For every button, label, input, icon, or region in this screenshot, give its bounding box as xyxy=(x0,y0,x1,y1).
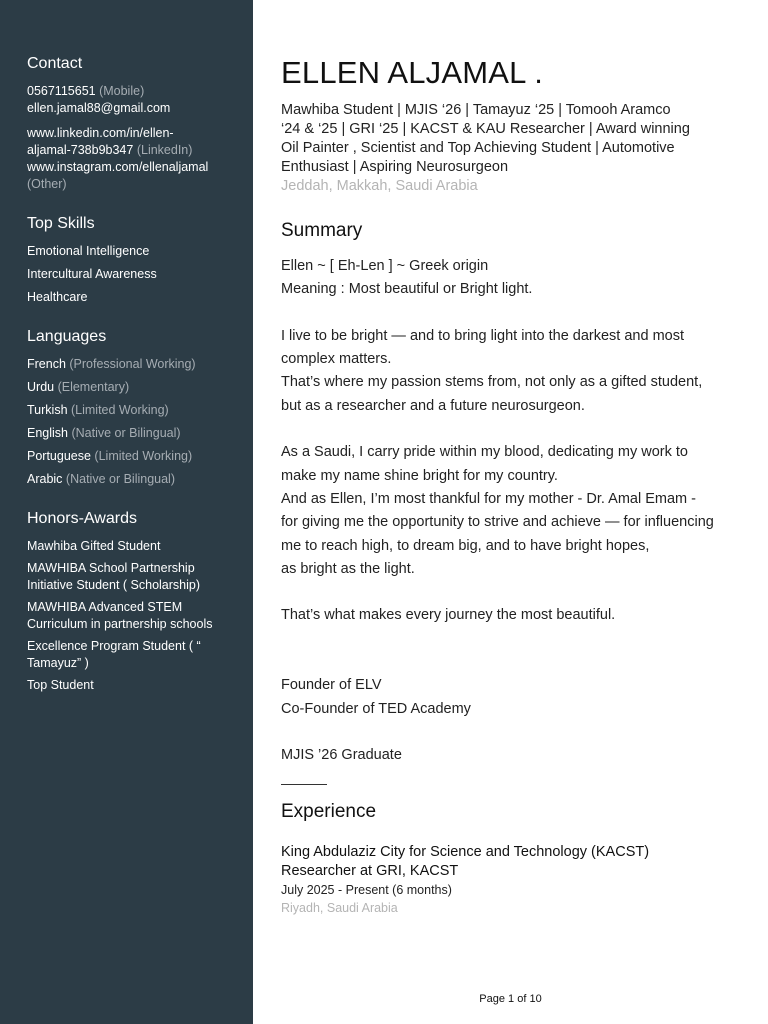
contact-section xyxy=(27,55,235,193)
summary-line: That’s where my passion stems from, not only as a gifted student, xyxy=(281,374,703,391)
honor-text: Top Student xyxy=(27,678,94,692)
language-level: (Limited Working) xyxy=(71,403,169,417)
sidebar xyxy=(0,0,253,1024)
honor-text: Excellence Program Student ( “ xyxy=(27,639,201,653)
headline-line: Enthusiast | Aspiring Neurosurgeon xyxy=(281,159,509,175)
experience-heading: Experience xyxy=(281,800,377,822)
summary-blank-line xyxy=(281,628,741,651)
language-level: (Professional Working) xyxy=(69,357,196,371)
summary-blank-line xyxy=(281,721,741,744)
experience-location: Riyadh, Saudi Arabia xyxy=(281,900,398,915)
language-item xyxy=(27,471,235,488)
profile-name: ELLEN ALJAMAL . xyxy=(281,55,544,90)
language-name: English xyxy=(27,426,68,440)
honor-text: Curriculum in partnership schools xyxy=(27,617,213,631)
summary-line: That’s what makes every journey the most beautiful. xyxy=(281,607,616,624)
profile-location: Jeddah, Makkah, Saudi Arabia xyxy=(281,178,478,194)
headline-line: ‘24 & ‘25 | GRI ‘25 | KACST & KAU Researcher | Award winning xyxy=(281,121,690,137)
language-level: (Native or Bilingual) xyxy=(71,426,181,440)
summary-line: make my name shine bright for my country. xyxy=(281,467,558,484)
instagram-label: (Other) xyxy=(27,177,67,191)
honor-text: MAWHIBA School Partnership xyxy=(27,561,195,575)
honor-item xyxy=(27,677,235,694)
summary-line: MJIS ’26 Graduate xyxy=(281,747,402,764)
phone-number[interactable]: 0567115651 xyxy=(27,84,96,98)
summary-line: As a Saudi, I carry pride within my blood, dedicating my work to xyxy=(281,444,688,461)
skill-item: Healthcare xyxy=(27,290,88,304)
phone-label: (Mobile) xyxy=(99,84,145,98)
skills-heading: Top Skills xyxy=(27,215,95,232)
languages-section xyxy=(27,328,235,488)
summary-line: Meaning : Most beautiful or Bright light. xyxy=(281,281,533,298)
language-name: Portuguese xyxy=(27,449,91,463)
language-level: (Native or Bilingual) xyxy=(65,472,175,486)
headline-line: Mawhiba Student | MJIS ‘26 | Tamayuz ‘25 | Tomooh Aramco xyxy=(281,102,671,118)
language-level: (Limited Working) xyxy=(94,449,193,463)
honors-heading: Honors-Awards xyxy=(27,510,137,527)
instagram-url[interactable]: www.instagram.com/ellenaljamal xyxy=(27,160,209,174)
honor-text: Initiative Student ( Scholarship) xyxy=(27,578,201,592)
language-item xyxy=(27,379,235,396)
contact-phone xyxy=(27,83,235,100)
honor-item xyxy=(27,638,235,672)
summary-line: complex matters. xyxy=(281,351,392,368)
language-level: (Elementary) xyxy=(57,380,130,394)
linkedin-link[interactable] xyxy=(27,125,235,159)
skill-item: Emotional Intelligence xyxy=(27,244,150,258)
language-item xyxy=(27,425,235,442)
honor-item xyxy=(27,599,235,633)
languages-heading: Languages xyxy=(27,328,107,345)
language-name: Arabic xyxy=(27,472,63,486)
honor-text: Mawhiba Gifted Student xyxy=(27,539,161,553)
summary-text xyxy=(281,255,741,768)
top-skills-section xyxy=(27,215,235,306)
summary-line: I live to be bright — and to bring light into the darkest and most xyxy=(281,327,685,344)
language-item xyxy=(27,356,235,373)
page-number: Page 1 of 10 xyxy=(479,993,542,1005)
language-item xyxy=(27,448,235,465)
summary-line: Founder of ELV xyxy=(281,677,382,694)
summary-line: And as Ellen, I’m most thankful for my mother - Dr. Amal Emam - xyxy=(281,490,696,507)
linkedin-url-part1[interactable]: www.linkedin.com/in/ellen- xyxy=(27,126,174,140)
honor-text: MAWHIBA Advanced STEM xyxy=(27,600,183,614)
summary-blank-line xyxy=(281,418,741,441)
summary-blank-line xyxy=(281,581,741,604)
experience-entry xyxy=(281,842,741,917)
section-divider xyxy=(281,784,327,785)
summary-line: me to reach high, to dream big, and to have bright hopes, xyxy=(281,537,650,554)
language-name: French xyxy=(27,357,66,371)
summary-heading: Summary xyxy=(281,220,363,241)
skill-item: Intercultural Awareness xyxy=(27,267,157,281)
headline-line: Oil Painter , Scientist and Top Achieving Student | Automotive xyxy=(281,140,675,156)
contact-heading: Contact xyxy=(27,55,83,72)
summary-line: Co-Founder of TED Academy xyxy=(281,700,471,717)
instagram-link[interactable] xyxy=(27,159,235,193)
language-name: Turkish xyxy=(27,403,68,417)
experience-company: King Abdulaziz City for Science and Technology (KACST) xyxy=(281,843,650,860)
linkedin-label: (LinkedIn) xyxy=(136,143,193,157)
linkedin-url-part2[interactable]: aljamal-738b9b347 xyxy=(27,143,134,157)
honor-text: Tamayuz” ) xyxy=(27,656,89,670)
summary-line: for giving me the opportunity to strive and achieve — for influencing xyxy=(281,514,714,531)
experience-dates: July 2025 - Present (6 months) xyxy=(281,882,452,897)
summary-line: Ellen ~ [ Eh-Len ] ~ Greek origin xyxy=(281,258,489,274)
summary-line: as bright as the light. xyxy=(281,560,415,577)
experience-role: Researcher at GRI, KACST xyxy=(281,862,459,879)
main-content xyxy=(281,55,741,917)
profile-headline xyxy=(281,101,741,177)
summary-blank-line xyxy=(281,651,741,674)
summary-line: but as a researcher and a future neurosurgeon. xyxy=(281,397,585,414)
language-name: Urdu xyxy=(27,380,55,394)
honor-item xyxy=(27,538,235,555)
language-item xyxy=(27,402,235,419)
contact-email[interactable]: ellen.jamal88@gmail.com xyxy=(27,101,171,115)
honor-item xyxy=(27,560,235,594)
honors-awards-section xyxy=(27,510,235,694)
summary-blank-line xyxy=(281,302,741,325)
